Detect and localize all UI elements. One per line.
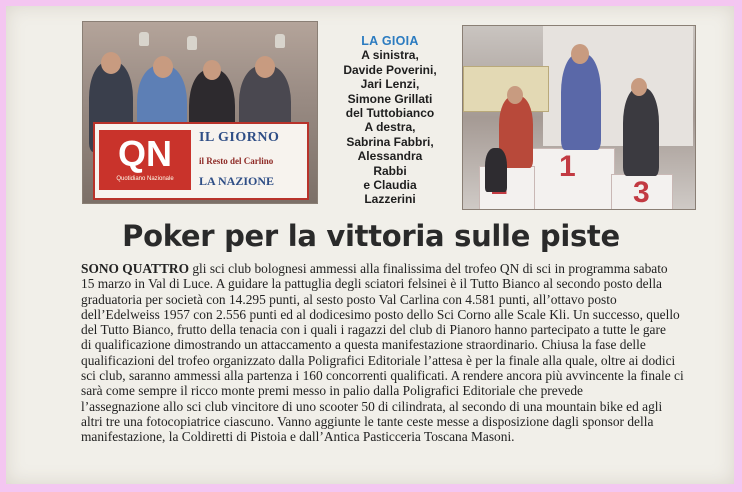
caption-line: Simone Grillati <box>347 91 433 106</box>
paper-name-la-nazione: LA NAZIONE <box>199 174 275 188</box>
article-line: 15 marzo in Val di Luce. A guidare la pattuglia degli sciatori felsinei è il Tutto Bianco al secondo posto della <box>81 276 663 292</box>
caption-line: Sabrina Fabbri, <box>346 134 434 149</box>
photo-left-winners <box>82 21 318 204</box>
skier-head <box>101 52 121 74</box>
article-line: di qualificazione dimostrando un attaccamento a questa manifestazione straordinario. Chiusa la fase delle <box>81 337 646 353</box>
article-lead: SONO QUATTRO <box>81 261 190 276</box>
child-figure <box>485 148 507 192</box>
caption-line: Davide Poverini, <box>343 62 437 77</box>
article-line: dell’Edelweiss 1957 con 2.556 punti ed al dodicesimo posto dello Sci Corno alle Scale Kli. Un successo, quello <box>81 306 680 322</box>
qn-logo-subtitle: Quotidiano Nazionale <box>116 176 174 182</box>
paper-name-il-giorno: IL GIORNO <box>199 130 280 145</box>
caption-line: del Tuttobianco <box>345 106 435 121</box>
podium-number-first: 1 <box>559 150 576 183</box>
caption-line: Alessandra <box>357 149 423 164</box>
photo-right-podium <box>462 25 696 210</box>
article-first-line-rest: gli sci club bolognesi ammessi alla finalissima del trofeo QN di sci in programma sabato <box>189 261 668 276</box>
caption-line: A sinistra, <box>361 48 419 63</box>
skier-figure <box>623 88 659 176</box>
article-line: del Tutto Bianco, frutto della tenacia con i quali i ragazzi del club di Pianoro hanno partecipato a tutte le gare <box>81 322 666 338</box>
trophy-icon <box>139 32 149 46</box>
article-line: graduatoria per società con 14.295 punti, al sesto posto Val Carlina con 4.581 punti, all’ottavo posto <box>81 291 617 307</box>
trophy-icon <box>275 34 285 48</box>
article-line-first <box>81 261 695 276</box>
photo-caption <box>328 34 452 207</box>
caption-line: Jari Lenzi, <box>360 77 420 92</box>
skier-head <box>571 44 589 64</box>
caption-line: Lazzerini <box>364 192 416 207</box>
skier-figure <box>561 54 601 150</box>
caption-line: A destra, <box>364 120 416 135</box>
caption-line: Rabbi <box>373 163 407 178</box>
skier-head <box>255 56 275 78</box>
trophy-icon <box>187 36 197 50</box>
article-line: sci club, saranno ammessi alla partenza i 160 concorrenti qualificati. A rendere ancora più avvincente la finale ci <box>81 368 684 384</box>
skier-head <box>507 86 523 104</box>
skier-head <box>153 56 173 78</box>
article-headline: Poker per la vittoria sulle piste <box>122 219 620 253</box>
skier-head <box>631 78 647 96</box>
article-line: altri tre una fotocopiatrice ciascuno. Vanno aggiunte le tante ceste messe a disposizione dagli sponsor della <box>81 413 654 429</box>
caption-kicker: LA GIOIA <box>361 34 419 48</box>
caption-line: e Claudia <box>363 178 417 193</box>
article-line: sarà come sempre il ricco monte premi messo in palio dalla Poligrafici Editoriale che prevede <box>81 383 583 399</box>
sponsor-banner <box>93 122 309 200</box>
article-body <box>81 261 695 445</box>
skier-head <box>203 60 221 80</box>
article-line: l’assegnazione allo sci club vincitore di uno scooter 50 di cilindrata, al secondo di una mountain bike ed agli <box>81 398 663 414</box>
article-line: qualificazioni del trofeo organizzato dalla Poligrafici Editoriale l’attesa è per la finale alla quale, oltre ai dodici <box>81 352 676 368</box>
qn-logo: QN <box>99 130 191 190</box>
paper-name-resto-del-carlino: il Resto del Carlino <box>199 156 274 166</box>
podium-number-third: 3 <box>633 176 650 209</box>
article-line: manifestazione, la Coldiretti di Pistoia e dall’Antica Pasticceria Toscana Masoni. <box>81 429 515 445</box>
